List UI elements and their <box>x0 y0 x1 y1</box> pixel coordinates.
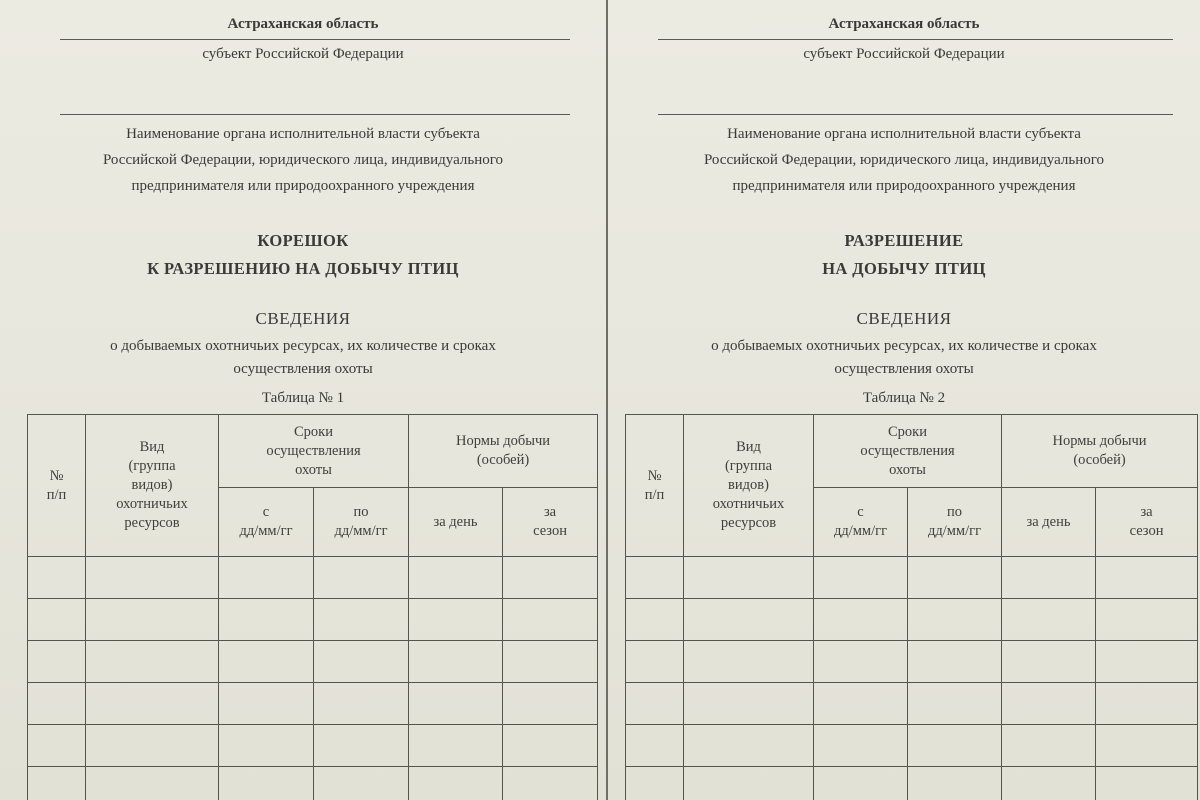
col-dates-header: Сроки осуществления охоты <box>814 415 1002 488</box>
region-name: Астраханская область <box>828 16 980 32</box>
col-species-header: Вид (группа видов) охотничьих ресурсов <box>86 415 219 557</box>
col-norms-header: Нормы добычи (особей) <box>409 415 598 488</box>
subject-caption: субъект Российской Федерации <box>803 46 1005 62</box>
table-label: Таблица № 2 <box>862 390 946 406</box>
sub-day-header: за день <box>1002 488 1096 557</box>
org-caption: Наименование органа исполнительной власти субъекта Российской Федерации, юридического лица, индивидуального предпринимателя или природоохранного учреждения <box>102 126 504 194</box>
permit-sheet <box>608 0 1200 800</box>
table-row <box>626 557 1198 599</box>
org-caption: Наименование органа исполнительной власти субъекта Российской Федерации, юридического лица, индивидуального предпринимателя или природоохранного учреждения <box>703 126 1105 194</box>
table-row <box>28 557 598 599</box>
subject-caption: субъект Российской Федерации <box>202 46 404 62</box>
table-row <box>626 767 1198 800</box>
sub-to-header: по дд/мм/гг <box>908 488 1002 557</box>
table-row <box>28 641 598 683</box>
sub-season-header: за сезон <box>1096 488 1198 557</box>
info-text: о добываемых охотничьих ресурсах, их количестве и сроках осуществления охоты <box>110 338 496 377</box>
table-row <box>626 641 1198 683</box>
table-row <box>28 683 598 725</box>
region-name: Астраханская область <box>227 16 379 32</box>
table-row <box>28 767 598 800</box>
sub-day-header: за день <box>409 488 503 557</box>
sub-from-header: с дд/мм/гг <box>219 488 314 557</box>
document-title: РАЗРЕШЕНИЕ НА ДОБЫЧУ ПТИЦ <box>822 231 986 278</box>
info-text: о добываемых охотничьих ресурсах, их количестве и сроках осуществления охоты <box>711 338 1097 377</box>
sub-season-header: за сезон <box>503 488 598 557</box>
table-row <box>626 599 1198 641</box>
table-row <box>28 599 598 641</box>
org-name-line <box>60 114 570 115</box>
region-underline <box>658 39 1173 40</box>
col-dates-header: Сроки осуществления охоты <box>219 415 409 488</box>
col-norms-header: Нормы добычи (особей) <box>1002 415 1198 488</box>
sub-to-header: по дд/мм/гг <box>314 488 409 557</box>
col-number-header: № п/п <box>28 415 86 557</box>
col-number-header: № п/п <box>626 415 684 557</box>
table-row <box>626 683 1198 725</box>
org-name-line <box>658 114 1173 115</box>
hunting-table <box>27 414 598 800</box>
table-label: Таблица № 1 <box>261 390 345 406</box>
region-underline <box>60 39 570 40</box>
sub-from-header: с дд/мм/гг <box>814 488 908 557</box>
info-heading: СВЕДЕНИЯ <box>856 309 952 328</box>
hunting-table <box>625 414 1198 800</box>
table-row <box>28 725 598 767</box>
table-row <box>626 725 1198 767</box>
col-species-header: Вид (группа видов) охотничьих ресурсов <box>684 415 814 557</box>
document-title: КОРЕШОК К РАЗРЕШЕНИЮ НА ДОБЫЧУ ПТИЦ <box>147 231 459 278</box>
info-heading: СВЕДЕНИЯ <box>255 309 351 328</box>
